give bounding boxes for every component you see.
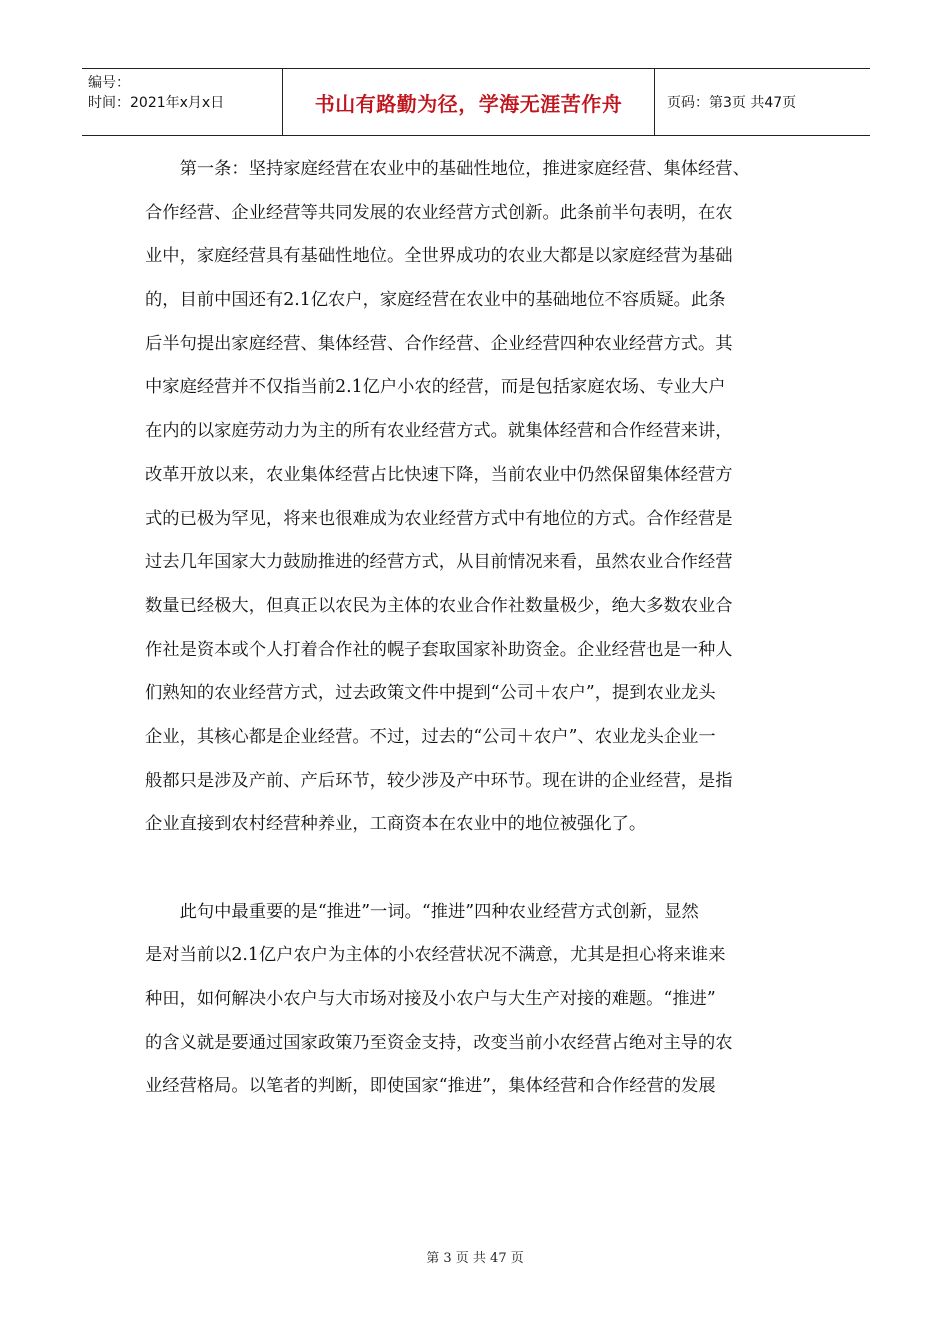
page-footer: 第 3 页 共 47 页 (426, 1251, 524, 1266)
text-line: 们熟知的农业经营方式，过去政策文件中提到“公司＋农户”，提到农业龙头 (145, 683, 716, 704)
text-line: 后半句提出家庭经营、集体经营、合作经营、企业经营四种农业经营方式。其 (145, 333, 733, 354)
text-line: 改革开放以来，农业集体经营占比快速下降，当前农业中仍然保留集体经营方 (145, 464, 733, 485)
text-line: 在内的以家庭劳动力为主的所有农业经营方式。就集体经营和合作经营来讲， (145, 421, 733, 442)
text-line: 合作经营、企业经营等共同发展的农业经营方式创新。此条前半句表明，在农 (145, 202, 733, 223)
text-line: 作社是资本或个人打着合作社的幌子套取国家补助资金。企业经营也是一种人 (145, 639, 733, 660)
header-motto: 书山有路勤为径，学海无涯苦作舟 (283, 69, 655, 135)
text-line: 业经营格局。以笔者的判断，即使国家“推进”，集体经营和合作经营的发展 (145, 1076, 716, 1097)
paragraph-2 (145, 891, 807, 1109)
text-line: 第一条：坚持家庭经营在农业中的基础性地位，推进家庭经营、集体经营、 (145, 159, 750, 179)
document-body (145, 148, 807, 1109)
header-info-cell (82, 69, 283, 135)
text-line: 的，目前中国还有2.1亿农户，家庭经营在农业中的基础地位不容质疑。此条 (145, 290, 726, 311)
text-line: 是对当前以2.1亿户农户为主体的小农经营状况不满意，尤其是担心将来谁来 (145, 945, 726, 966)
text-line: 般都只是涉及产前、产后环节，较少涉及产中环节。现在讲的企业经营，是指 (145, 770, 733, 791)
text-line: 业中，家庭经营具有基础性地位。全世界成功的农业大都是以家庭经营为基础 (145, 246, 733, 267)
document-date-label: 时间：2021年x月x日 (88, 95, 225, 111)
text-line: 的含义就是要通过国家政策乃至资金支持，改变当前小农经营占绝对主导的农 (145, 1032, 733, 1053)
text-line: 式的已极为罕见，将来也很难成为农业经营方式中有地位的方式。合作经营是 (145, 508, 733, 529)
text-line: 种田，如何解决小农户与大市场对接及小农户与大生产对接的难题。“推进” (145, 989, 716, 1010)
text-line: 企业，其核心都是企业经营。不过，过去的“公司＋农户”、农业龙头企业一 (145, 726, 716, 747)
paragraph-1 (145, 148, 807, 847)
text-line: 数量已经极大，但真正以农民为主体的农业合作社数量极少，绝大多数农业合 (145, 595, 733, 616)
text-line: 企业直接到农村经营种养业，工商资本在农业中的地位被强化了。 (145, 814, 647, 835)
header-page-number: 页码：第3页 共47页 (667, 95, 797, 111)
text-line: 过去几年国家大力鼓励推进的经营方式，从目前情况来看，虽然农业合作经营 (145, 552, 733, 573)
text-line: 中家庭经营并不仅指当前2.1亿户小农的经营，而是包括家庭农场、专业大户 (145, 377, 726, 398)
text-line: 此句中最重要的是“推进”一词。“推进”四种农业经营方式创新，显然 (145, 901, 699, 922)
document-number-label: 编号： (88, 75, 130, 91)
page-header (82, 68, 870, 136)
